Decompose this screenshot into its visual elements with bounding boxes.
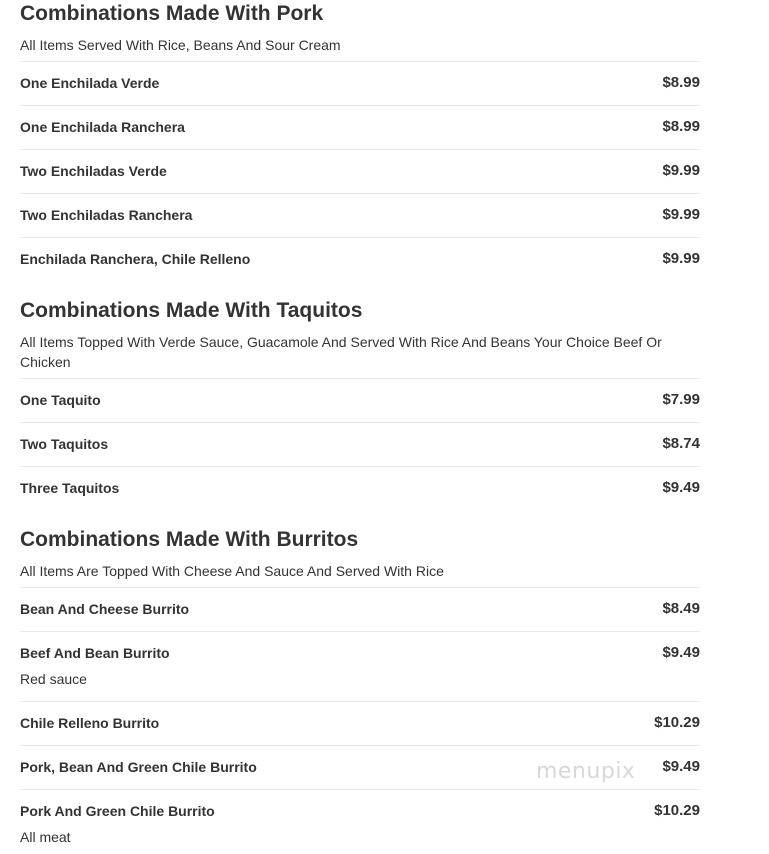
item-name: Chile Relleno Burrito [20,715,160,731]
menu-item[interactable] [20,193,700,237]
item-name: One Taquito [20,392,101,408]
item-name: Beef And Bean Burrito [20,645,170,661]
menu-item[interactable] [20,631,700,701]
section-burritos [20,510,700,850]
item-price: $9.49 [662,479,700,496]
section-description: All Items Topped With Verde Sauce, Guacamole And Served With Rice And Beans Your Choice Beef Or Chicken [20,334,662,370]
item-name: Three Taquitos [20,480,120,496]
item-price: $8.99 [662,74,700,91]
item-name: One Enchilada Verde [20,75,160,91]
item-price: $8.49 [662,600,700,617]
menu-item[interactable] [20,701,700,745]
section-description: All Items Served With Rice, Beans And Sour Cream [20,37,341,53]
menu-item[interactable] [20,587,700,631]
item-name: Two Enchiladas Verde [20,163,167,179]
menu-item[interactable] [20,61,700,105]
item-note: Red sauce [20,671,87,687]
item-price: $8.74 [662,435,700,452]
item-name: Pork, Bean And Green Chile Burrito [20,759,257,775]
item-price: $8.99 [662,118,700,135]
section-taquitos [20,281,700,510]
menu-item[interactable] [20,422,700,466]
section-title: Combinations Made With Taquitos [20,299,363,322]
menu-item[interactable] [20,105,700,149]
item-price: $9.49 [662,644,700,661]
section-title: Combinations Made With Pork [20,2,324,25]
menu [20,0,700,850]
section-pork [20,1,700,281]
item-price: $9.99 [662,162,700,179]
item-note: All meat [20,829,71,845]
section-title: Combinations Made With Burritos [20,528,359,551]
item-name: Bean And Cheese Burrito [20,601,190,617]
menu-item[interactable] [20,466,700,510]
watermark-logo: menupix [536,759,636,784]
menu-item[interactable] [20,237,700,281]
item-price: $9.49 [662,758,700,775]
menu-item[interactable] [20,378,700,422]
item-name: Pork And Green Chile Burrito [20,803,215,819]
item-price: $9.99 [662,250,700,267]
item-price: $10.29 [654,802,700,819]
item-name: One Enchilada Ranchera [20,119,185,135]
menu-item[interactable] [20,149,700,193]
item-name: Two Taquitos [20,436,109,452]
item-price: $10.29 [654,714,700,731]
item-price: $7.99 [662,391,700,408]
section-description: All Items Are Topped With Cheese And Sauce And Served With Rice [20,563,444,579]
item-price: $9.99 [662,206,700,223]
item-name: Enchilada Ranchera, Chile Relleno [20,251,251,267]
menu-item[interactable] [20,789,700,850]
item-name: Two Enchiladas Ranchera [20,207,193,223]
